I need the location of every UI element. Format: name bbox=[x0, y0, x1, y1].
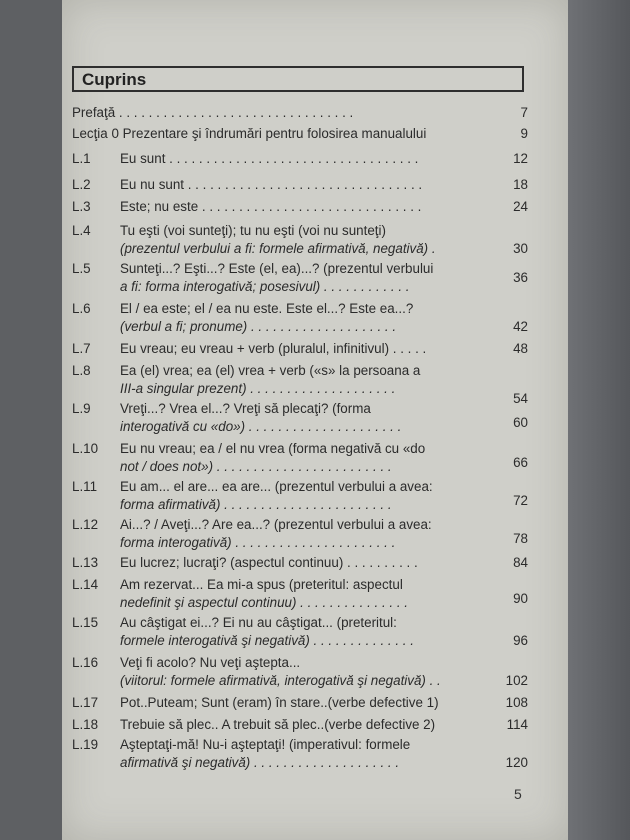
toc-entry-subtitle: III-a singular prezent) . . . . . . . . . . . . . . . . . . . . bbox=[120, 381, 396, 396]
toc-entry-subtitle: nedefinit şi aspectul continuu) . . . . . . . . . . . . . . . bbox=[120, 595, 409, 610]
toc-entry bbox=[72, 260, 542, 296]
toc-entry-subtitle: afirmativă şi negativă) . . . . . . . . . . . . . . . . . . . . bbox=[120, 755, 400, 770]
toc-entry bbox=[72, 400, 542, 436]
toc-entry-subtitle: a fi: forma interogativă; posesivul) . . . . . . . . . . . . bbox=[120, 279, 410, 294]
toc-entry-page: 24 bbox=[513, 199, 528, 214]
toc-entry bbox=[72, 222, 542, 258]
lesson-number: L.3 bbox=[72, 199, 91, 214]
toc-entry-subtitle: (viitorul: formele afirmativă, interogativă şi negativă) . . bbox=[120, 673, 441, 688]
toc-entry-subtitle: interogativă cu «do») . . . . . . . . . . . . . . . . . . . . . bbox=[120, 419, 402, 434]
toc-entry-title: Eu nu vreau; ea / el nu vrea (forma negativă cu «do bbox=[120, 441, 426, 456]
toc-entry-subtitle: not / does not») . . . . . . . . . . . . . . . . . . . . . . . . bbox=[120, 459, 392, 474]
lesson-number: L.13 bbox=[72, 555, 99, 570]
toc-entry-title: Eu nu sunt . . . . . . . . . . . . . . . . . . . . . . . . . . . . . . . . bbox=[120, 177, 423, 192]
lesson-number: L.9 bbox=[72, 401, 91, 416]
toc-entry-title: Veţi fi acolo? Nu veţi aştepta... bbox=[120, 655, 301, 670]
toc-entry-page: 120 bbox=[505, 755, 528, 770]
toc-entry-page: 108 bbox=[505, 695, 528, 710]
toc-entry-page: 42 bbox=[513, 319, 528, 334]
lesson-number: L.1 bbox=[72, 151, 91, 166]
toc-entry-page: 12 bbox=[513, 151, 528, 166]
lesson-number: L.2 bbox=[72, 177, 91, 192]
toc-entry-title: Este; nu este . . . . . . . . . . . . . . . . . . . . . . . . . . . . . . bbox=[120, 199, 422, 214]
toc-entry-page: 114 bbox=[506, 717, 528, 732]
page-edge bbox=[568, 0, 630, 840]
section-heading: Cuprins bbox=[82, 70, 147, 89]
toc-entry-page: 30 bbox=[513, 241, 528, 256]
toc-entry bbox=[72, 440, 542, 476]
toc-entry-title: Trebuie să plec.. A trebuit să plec..(verbe defective 2) bbox=[120, 717, 436, 732]
toc-entry-title: Au câştigat ei...? Ei nu au câştigat... (preteritul: bbox=[120, 615, 397, 630]
toc-entry-page: 7 bbox=[520, 105, 528, 120]
toc-entry-page: 90 bbox=[513, 591, 528, 606]
book-page bbox=[62, 0, 568, 840]
toc-entry-subtitle: forma interogativă) . . . . . . . . . . . . . . . . . . . . . . bbox=[120, 535, 396, 550]
toc-entry-title: Eu sunt . . . . . . . . . . . . . . . . . . . . . . . . . . . . . . . . . . bbox=[120, 151, 419, 166]
toc-entry-subtitle: (verbul a fi; pronume) . . . . . . . . . . . . . . . . . . . . bbox=[120, 319, 397, 334]
toc-entry-page: 9 bbox=[520, 126, 528, 141]
lesson-number: L.8 bbox=[72, 363, 91, 378]
toc-entry-title: Pot..Puteam; Sunt (eram) în stare..(verbe defective 1) bbox=[120, 695, 439, 710]
lesson-number: L.6 bbox=[72, 301, 91, 316]
toc-entry-page: 60 bbox=[513, 415, 528, 430]
toc-entry bbox=[72, 654, 542, 690]
toc-entry-page: 96 bbox=[513, 633, 528, 648]
page-folio-number: 5 bbox=[514, 786, 522, 802]
toc-entry-title: Lecţia 0 Prezentare şi îndrumări pentru folosirea manualului bbox=[72, 126, 427, 141]
lesson-number: L.14 bbox=[72, 577, 99, 592]
toc-entry-page: 66 bbox=[513, 455, 528, 470]
toc-entry-page: 102 bbox=[505, 673, 528, 688]
lesson-number: L.7 bbox=[72, 341, 91, 356]
toc-entry-title: Ai...? / Aveţi...? Are ea...? (prezentul verbului a avea: bbox=[120, 517, 432, 532]
lesson-number: L.16 bbox=[72, 655, 99, 670]
toc-entry bbox=[72, 478, 542, 514]
toc-entry-page: 48 bbox=[513, 341, 528, 356]
toc-entry bbox=[72, 576, 542, 612]
toc-entry-subtitle: forma afirmativă) . . . . . . . . . . . . . . . . . . . . . . . bbox=[120, 497, 392, 512]
toc-entry bbox=[72, 516, 542, 552]
toc-entry bbox=[72, 362, 542, 406]
toc-entry-title: Eu lucrez; lucraţi? (aspectul continuu) . . . . . . . . . . bbox=[120, 555, 418, 570]
toc-entry-title: Vreţi...? Vrea el...? Vreţi să plecaţi? (forma bbox=[120, 401, 371, 416]
toc-entry-title: Tu eşti (voi sunteţi); tu nu eşti (voi nu sunteţi) bbox=[120, 223, 386, 238]
toc-entry-title: Am rezervat... Ea mi-a spus (preteritul: aspectul bbox=[120, 577, 403, 592]
section-heading-box bbox=[72, 66, 524, 92]
lesson-number: L.12 bbox=[72, 517, 99, 532]
toc-entry-subtitle: (prezentul verbului a fi: formele afirmativă, negativă) . bbox=[120, 241, 436, 256]
toc-entry-page: 72 bbox=[513, 493, 528, 508]
toc-entry-title: Eu am... el are... ea are... (prezentul verbului a avea: bbox=[120, 479, 433, 494]
toc-entry-title: Sunteţi...? Eşti...? Este (el, ea)...? (prezentul verbului bbox=[120, 261, 434, 276]
toc-entry-page: 84 bbox=[513, 555, 528, 570]
toc-entry-title: Eu vreau; eu vreau + verb (pluralul, infinitivul) . . . . . bbox=[120, 341, 427, 356]
lesson-number: L.17 bbox=[72, 695, 99, 710]
toc-entry-title: Ea (el) vrea; ea (el) vrea + verb («s» la persoana a bbox=[120, 363, 421, 378]
lesson-number: L.10 bbox=[72, 441, 99, 456]
lesson-number: L.19 bbox=[72, 737, 99, 752]
lesson-number: L.11 bbox=[72, 479, 98, 494]
toc-entry-page: 78 bbox=[513, 531, 528, 546]
toc-entry-subtitle: formele interogativă şi negativă) . . . . . . . . . . . . . . bbox=[120, 633, 414, 648]
toc-entry-page: 36 bbox=[513, 270, 528, 285]
toc-entry bbox=[72, 736, 542, 772]
lesson-number: L.15 bbox=[72, 615, 99, 630]
toc-entry-page: 18 bbox=[513, 177, 528, 192]
lesson-number: L.18 bbox=[72, 717, 99, 732]
toc-entry-page: 54 bbox=[513, 391, 528, 406]
toc-entry bbox=[72, 300, 542, 336]
toc-entry-title: El / ea este; el / ea nu este. Este el...? Este ea...? bbox=[120, 301, 414, 316]
lesson-number: L.4 bbox=[72, 223, 91, 238]
toc-entry-title: Prefaţă . . . . . . . . . . . . . . . . . . . . . . . . . . . . . . . . bbox=[72, 105, 354, 120]
toc-entry bbox=[72, 614, 542, 650]
toc-entry-title: Aşteptaţi-mă! Nu-i aşteptaţi! (imperativul: formele bbox=[120, 737, 411, 752]
lesson-number: L.5 bbox=[72, 261, 91, 276]
